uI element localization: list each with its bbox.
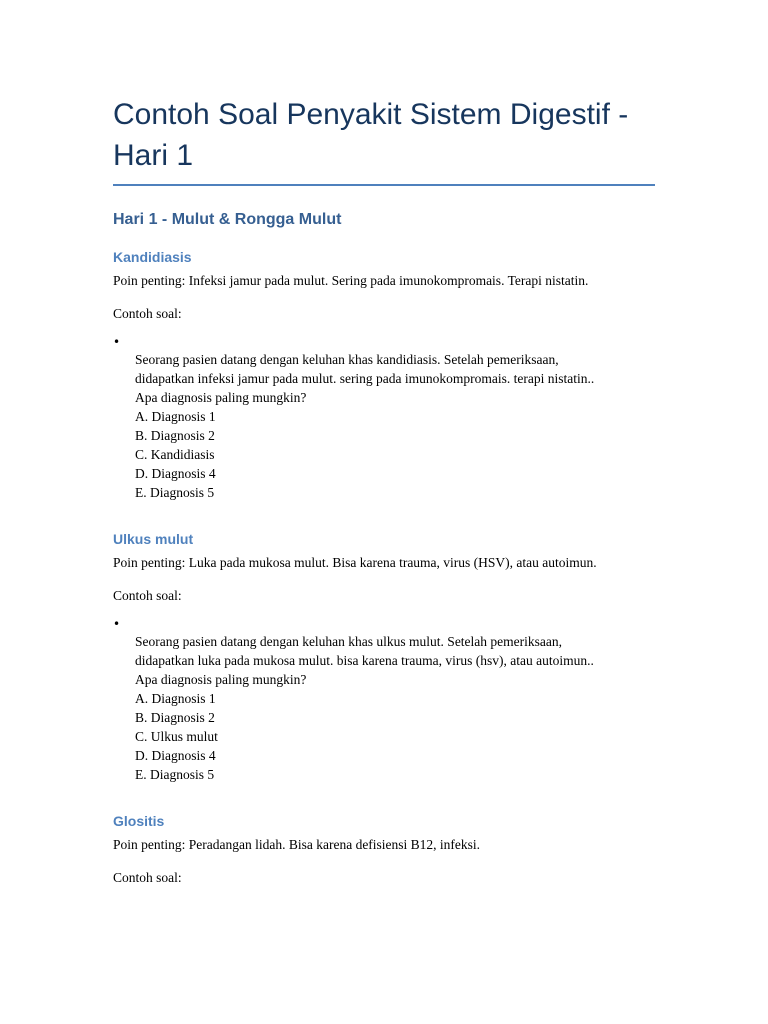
topic-heading: Kandidiasis — [113, 249, 192, 265]
bullet-icon: • — [113, 617, 121, 631]
bullet-icon: • — [113, 335, 121, 349]
example-label: Contoh soal: — [113, 588, 182, 603]
answer-option: A. Diagnosis 1 — [135, 409, 216, 424]
question-list — [113, 335, 655, 502]
answer-option: E. Diagnosis 5 — [135, 767, 215, 782]
topic-glositis — [113, 812, 655, 887]
answer-option: D. Diagnosis 4 — [135, 748, 216, 763]
answer-option: C. Kandidiasis — [135, 447, 215, 462]
example-label: Contoh soal: — [113, 306, 182, 321]
question-item — [113, 617, 655, 784]
answer-option: A. Diagnosis 1 — [135, 691, 216, 706]
document-page — [113, 94, 655, 887]
document-title: Contoh Soal Penyakit Sistem Digestif - Hari 1 — [113, 94, 655, 186]
section-heading: Hari 1 - Mulut & Rongga Mulut — [113, 211, 342, 228]
answer-option: B. Diagnosis 2 — [135, 428, 215, 443]
answer-option: C. Ulkus mulut — [135, 729, 218, 744]
key-point: Poin penting: Infeksi jamur pada mulut. Sering pada imunokompromais. Terapi nistatin. — [113, 273, 589, 288]
example-label: Contoh soal: — [113, 870, 182, 885]
topic-heading: Glositis — [113, 813, 165, 829]
topic-kandidiasis — [113, 248, 655, 502]
answer-option: E. Diagnosis 5 — [135, 485, 215, 500]
answer-option: B. Diagnosis 2 — [135, 710, 215, 725]
question-stem-line: didapatkan infeksi jamur pada mulut. sering pada imunokompromais. terapi nistatin.. — [135, 371, 595, 386]
question-prompt: Apa diagnosis paling mungkin? — [135, 672, 307, 687]
question-stem-line: Seorang pasien datang dengan keluhan khas kandidiasis. Setelah pemeriksaan, — [135, 352, 559, 367]
question-stem-line: Seorang pasien datang dengan keluhan khas ulkus mulut. Setelah pemeriksaan, — [135, 634, 563, 649]
key-point: Poin penting: Peradangan lidah. Bisa karena defisiensi B12, infeksi. — [113, 837, 481, 852]
topic-ulkus-mulut — [113, 530, 655, 784]
question-body — [135, 617, 655, 784]
topic-heading: Ulkus mulut — [113, 531, 194, 547]
question-body — [135, 335, 655, 502]
answer-option: D. Diagnosis 4 — [135, 466, 216, 481]
question-prompt: Apa diagnosis paling mungkin? — [135, 390, 307, 405]
question-list — [113, 617, 655, 784]
key-point: Poin penting: Luka pada mukosa mulut. Bisa karena trauma, virus (HSV), atau autoimun. — [113, 555, 597, 570]
question-stem-line: didapatkan luka pada mukosa mulut. bisa karena trauma, virus (hsv), atau autoimun.. — [135, 653, 594, 668]
topics-container — [113, 248, 655, 887]
question-item — [113, 335, 655, 502]
